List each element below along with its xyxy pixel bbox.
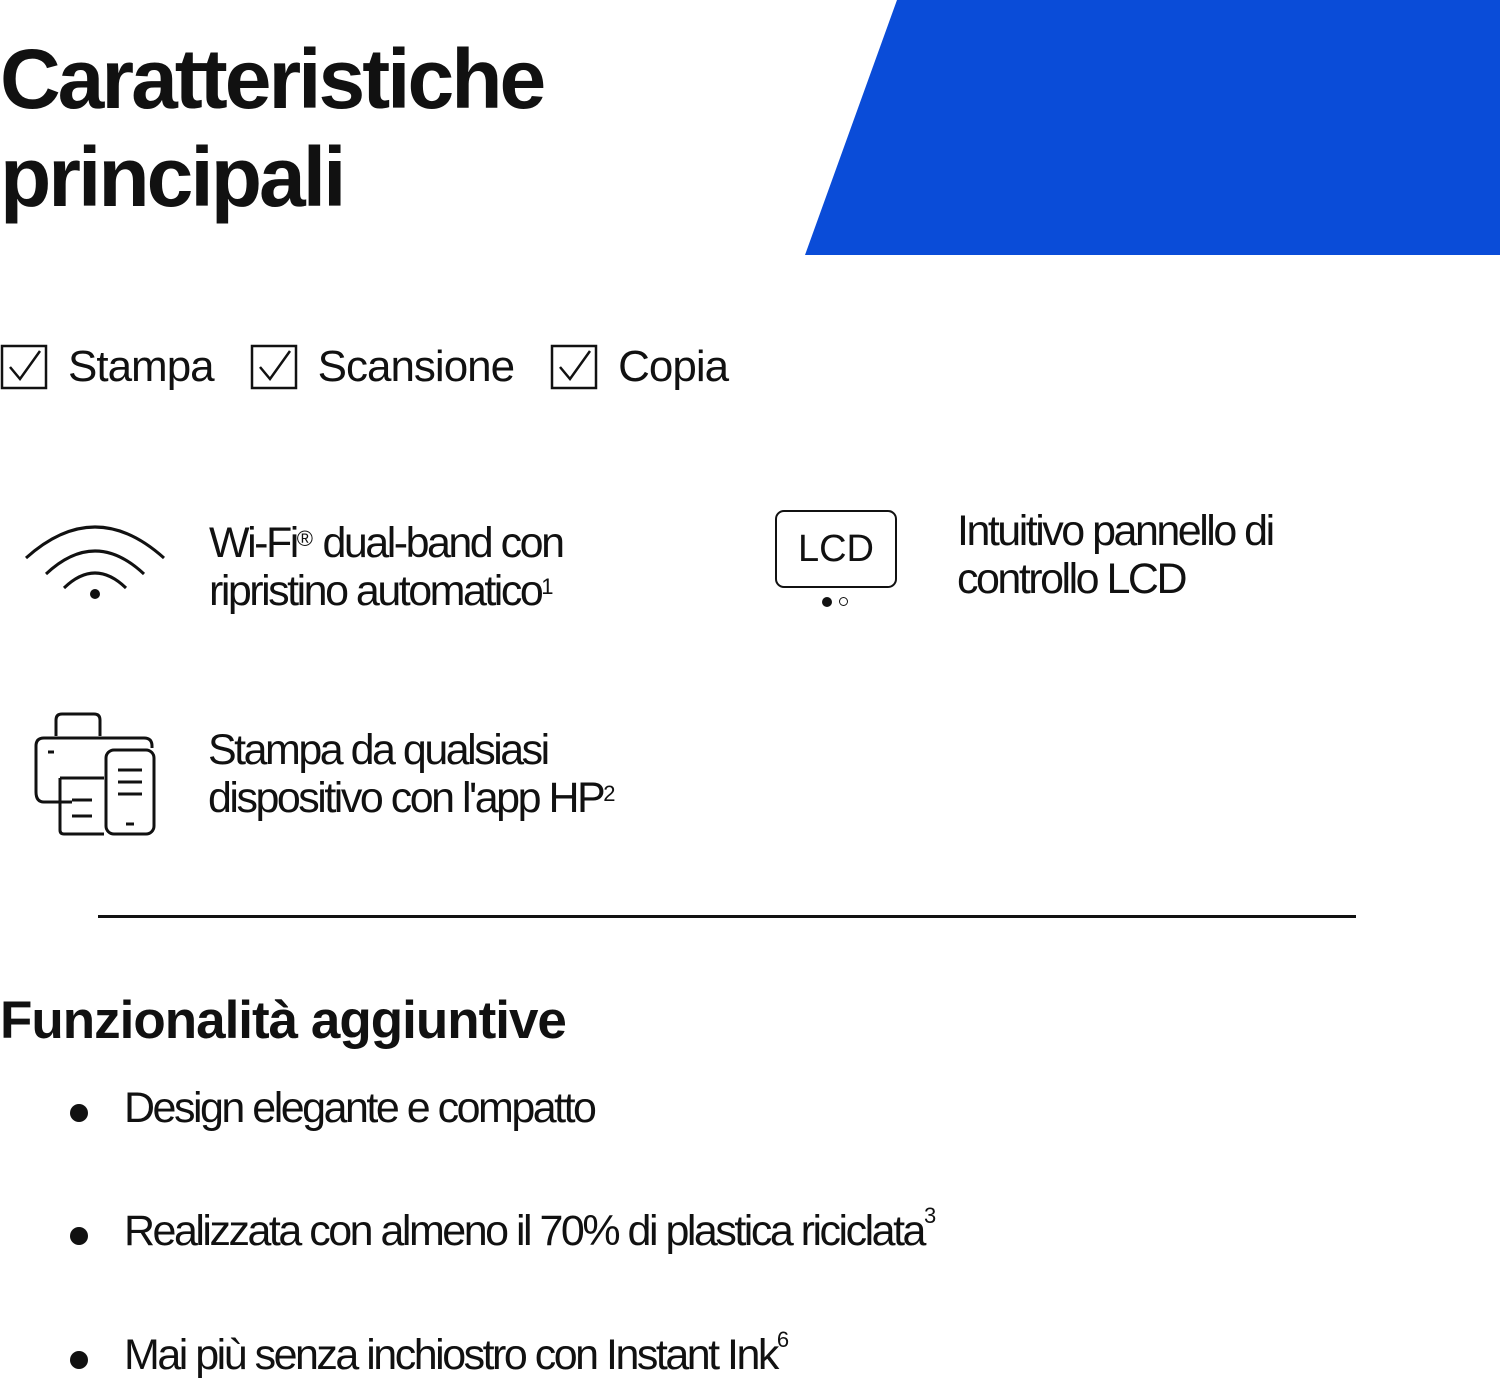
feature-text: Intuitivo pannello di <box>957 507 1273 555</box>
lcd-icon <box>775 510 897 610</box>
footnote-ref: 2 <box>603 781 616 806</box>
check-label: Scansione <box>317 342 515 391</box>
page-title <box>0 30 543 226</box>
list-item-text: Mai più senza inchiostro con Instant Ink <box>124 1331 777 1379</box>
feature-text: Stampa da qualsiasi <box>208 726 548 774</box>
feature-wifi <box>209 519 563 615</box>
check-label: Copia <box>618 342 729 391</box>
checkbox-checked-icon <box>250 343 298 391</box>
title-line-1: Caratteristiche <box>0 32 544 126</box>
feature-hp-app <box>208 726 615 822</box>
list-item-text: Design elegante e compatto <box>124 1084 595 1132</box>
bullet-icon <box>70 1351 88 1369</box>
check-label: Stampa <box>68 342 214 391</box>
registered-mark: ® <box>296 526 313 551</box>
footnote-ref: 3 <box>923 1203 937 1228</box>
checkbox-checked-icon <box>0 343 48 391</box>
section-title: Funzionalità aggiuntive <box>0 991 566 1050</box>
bullet-icon <box>70 1227 88 1245</box>
feature-text: Wi-Fi <box>209 519 297 567</box>
footnote-ref: 6 <box>776 1327 790 1352</box>
footnote-ref: 1 <box>541 574 554 599</box>
feature-text: dispositivo con l'app HP <box>208 774 604 822</box>
section-divider <box>98 915 1356 918</box>
list-item <box>70 1203 937 1256</box>
list-item-text: Realizzata con almeno il 70% di plastica riciclata <box>124 1207 924 1255</box>
lcd-icon-label: LCD <box>775 510 897 588</box>
list-item <box>70 1084 594 1133</box>
feature-text: controllo LCD <box>957 555 1185 603</box>
checkbox-checked-icon <box>550 343 598 391</box>
wifi-icon <box>24 518 166 604</box>
feature-text: dual-band con <box>313 519 563 567</box>
check-item-scansione <box>250 342 514 392</box>
bullet-icon <box>70 1104 88 1122</box>
printer-phone-icon <box>32 712 158 838</box>
list-item <box>70 1327 790 1380</box>
check-item-stampa <box>0 342 214 392</box>
function-checklist <box>0 342 764 392</box>
feature-lcd <box>957 507 1273 603</box>
check-item-copia <box>550 342 728 392</box>
title-line-2: principali <box>0 130 344 224</box>
feature-text: ripristino automatico <box>209 567 542 615</box>
